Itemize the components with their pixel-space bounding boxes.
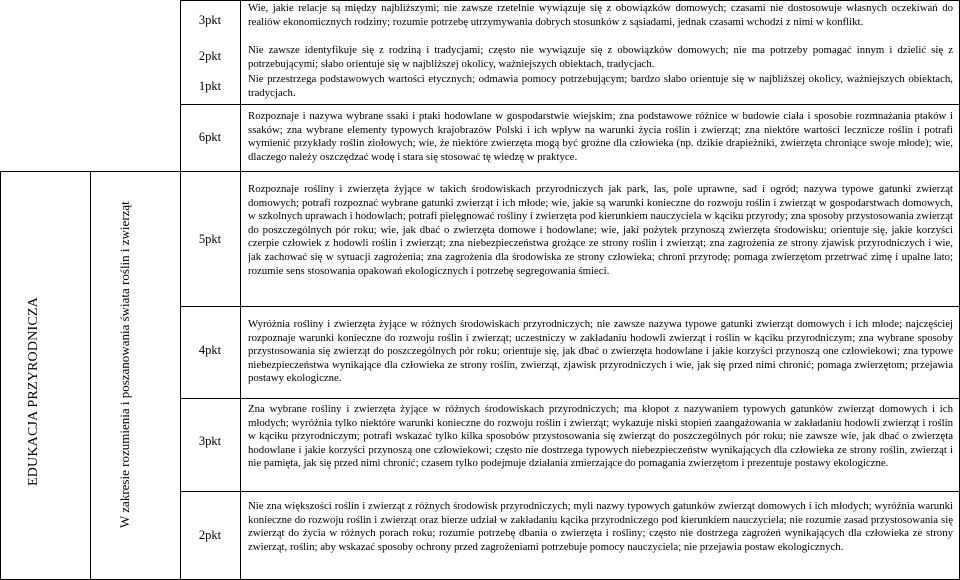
points-label: 1pkt	[198, 79, 222, 93]
criteria-text: Rozpoznaje rośliny i zwierzęta żyjące w takich środowiskach przyrodniczych jak park, las, pole uprawne, sad i ogród; nazywa typowe gatunki zwierząt domowych; potrafi rozpoznać wybrane gatunki zwierząt i ich młode; wie, jakie są warunki konieczne do rozwoju roślin i zwierząt w gospodarstwach domowych, w szkolnych uprawach i hodowlach; potrafi pielęgnować rośliny i zwierzęta pod kierunkiem nauczyciela w kąciku przyrody; zna sposoby przystosowania zwierząt do poszczególnych pór roku; wie, jak dbać o zwierzęta domowe i hodowlane; wie, jaki pożytek przynoszą zwierzęta środowisku; orientuje się, jakie korzyści czerpie człowiek z hodowli roślin i zwierząt; zna niebezpieczeństwa grożące ze strony roślin i zwierząt; zna zagrożenia ze strony zjawisk przyrodniczych i wie, jak zachować się w sytuacji zagrożenia; zna zagrożenia dla środowiska ze strony człowieka; chroni przyrodę; pomaga zwierzętom przetrwać zimę i upalne lato; rozumie sens stosowania opakowań ekologicznych i potrzebę segregowania śmieci.	[248, 183, 953, 277]
criteria-text: Nie przestrzega podstawowych wartości etycznych; odmawia pomocy potrzebującym; bardzo słabo orientuje się w najbliższej okolicy, ważniejszych obiektach, tradycjach.	[248, 73, 953, 99]
table-row-divider	[180, 104, 960, 105]
table-row-divider	[180, 306, 960, 307]
criteria-text: Wyróżnia rośliny i zwierzęta żyjące w różnych środowiskach przyrodniczych; nie zawsze nazywa typowe gatunki zwierząt domowych i ich młode; najczęściej rozpoznaje warunki konieczne do rozwoju roślin i zwierząt; uczestniczy w zakładaniu hodowli zwierząt i roślin w kąciku przyrodniczym; zna wybrane sposoby przystosowania się zwierząt do poszczególnych pór roku; orientuje się, jak dbać o zwierzęta hodowlane i jakie korzyści przynoszą one człowiekowi; zna typowe niebezpieczeństwa wynikające dla człowieka ze strony roślin, zwierząt, zjawisk przyrodniczych i wie, jak się przed nimi chronić; pomaga zwierzętom; przejawia postawy ekologiczne.	[248, 318, 953, 385]
table-column-divider	[90, 171, 91, 580]
points-label: 6pkt	[198, 130, 222, 144]
section-heading: W zakresie rozumienia i poszanowania świata roślin i zwierząt	[117, 201, 132, 528]
points-label: 2pkt	[198, 49, 222, 63]
table-row-divider	[180, 491, 960, 492]
criteria-text: Wie, jakie relacje są między najbliższymi; nie zawsze rzetelnie wywiązuje się z obowiązków domowych; czasami nie dostosowuje własnych oczekiwań do realiów ekonomicznych rodziny; rozumie potrzebę utrzymywania dobrych stosunków z sąsiadami, jednak czasami wchodzi z nimi w konflikt.	[248, 2, 953, 28]
criteria-text: Nie zna większości roślin i zwierząt z różnych środowisk przyrodniczych; myli nazwy typowych gatunków zwierząt domowych i ich młodych; wyróżnia warunki konieczne do rozwoju roślin i zwierząt oraz bierze udział w zakładaniu kącika przyrodniczego pod kierunkiem nauczyciela; nie rozumie zasad przystosowania się zwierząt do życia w różnych porach roku; rozumie potrzebę dbania o zwierzęta i rośliny; często nie dostrzega zagrożeń wynikających dla człowieka ze strony zwierząt, roślin; aby wskazać sposoby ochrony przed zagrożeniami potrzebuje pomocy nauczyciela; nie przejawia postaw ekologicznych.	[248, 500, 953, 553]
points-label: 3pkt	[198, 13, 222, 27]
points-label: 5pkt	[198, 232, 222, 246]
points-label: 3pkt	[198, 434, 222, 448]
points-label: 4pkt	[198, 343, 222, 357]
subject-heading: EDUKACJA PRZYRODNICZA	[26, 297, 41, 486]
table-top-border	[180, 0, 960, 1]
table-row-divider	[180, 398, 960, 399]
table-row-divider	[0, 171, 960, 172]
table-left-border	[0, 171, 1, 580]
criteria-text: Nie zawsze identyfikuje się z rodziną i tradycjami; często nie wywiązuje się z obowiązków domowych; nie ma potrzeby pomagać innym i dzielić się z potrzebującymi; słabo orientuje się w najbliższej okolicy, ważniejszych obiektach, tradycjach.	[248, 44, 953, 70]
criteria-text: Rozpoznaje i nazywa wybrane ssaki i ptaki hodowlane w gospodarstwie wiejskim; zna podstawowe różnice w budowie ciała i sposobie rozmnażania ptaków i ssaków; zna wybrane elementy typowych krajobrazów Polski i ich wpływ na warunki życia roślin i zwierząt; zna niektóre wartości lecznicze roślin i potrafi wymienić przykłady roślin ziołowych; wie, że niektóre zwierzęta mogą być groźne dla człowieka (np. dzikie drapieżniki, zwierzęta chroniące swoje młode); wie, dlaczego należy oszczędzać wodę i stara się stosować tę wiedzę w praktyce.	[248, 110, 953, 163]
points-label: 2pkt	[198, 528, 222, 542]
criteria-text: Zna wybrane rośliny i zwierzęta żyjące w różnych środowiskach przyrodniczych; ma kłopot z nazywaniem typowych gatunków zwierząt domowych i ich młodych; wyróżnia tylko niektóre warunki konieczne do rozwoju roślin i zwierząt; wykazuje niski stopień zaangażowania w zakładaniu hodowli zwierząt i roślin w kąciku przyrodniczym; potrafi wskazać tylko kilka sposobów przystosowania się zwierząt do poszczególnych pór roku; nie zawsze wie, jak dbać o zwierzęta hodowlane i jakie korzyści przynoszą one człowiekowi; często nie dostrzega typowych niebezpieczeństw wynikających dla człowieka ze strony roślin, zwierząt i nie pamięta, jak się przed nimi chronić; czasem tylko podejmuje działania zmierzające do pomagania zwierzętom i prezentuje postawy ekologiczne.	[248, 403, 953, 470]
table-column-divider	[240, 0, 241, 580]
